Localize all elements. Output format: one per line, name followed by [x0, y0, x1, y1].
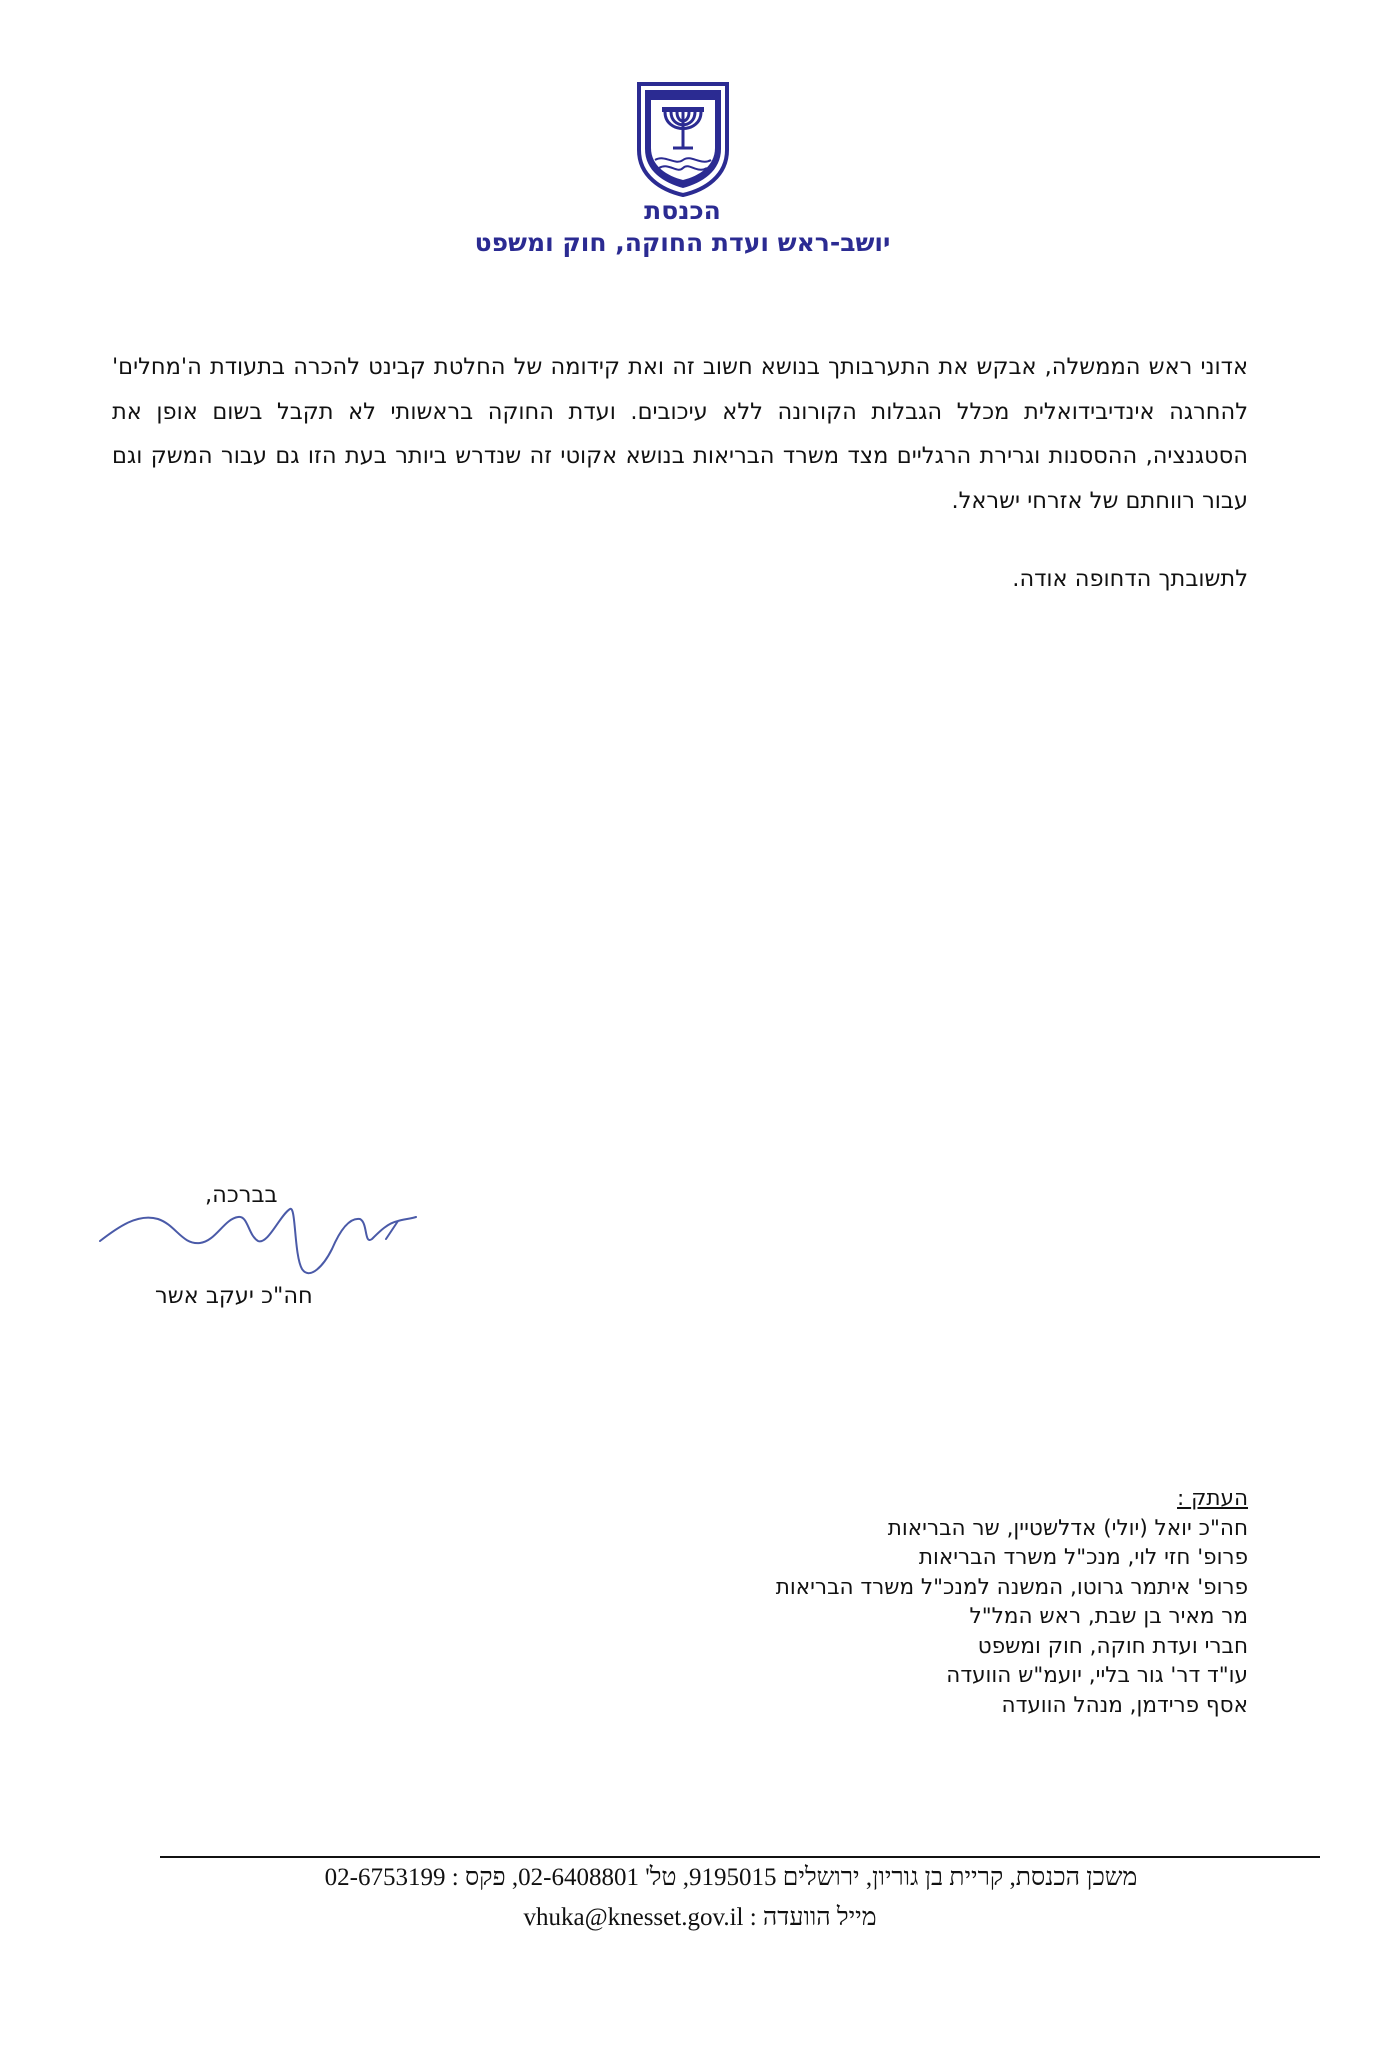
footer-divider — [160, 1856, 1320, 1858]
cc-block — [776, 1484, 1248, 1720]
cc-recipient: חה"כ יואל (יולי) אדלשטיין, שר הבריאות — [887, 1515, 1248, 1541]
signature-greeting: בברכה, — [205, 1182, 278, 1208]
footer-email-address[interactable]: vhuka@knesset.gov.il — [523, 1904, 744, 1931]
committee-chair-title: יושב-ראש ועדת החוקה, חוק ומשפט — [474, 228, 891, 257]
cc-title: העתק : — [1177, 1486, 1248, 1511]
cc-recipient: פרופ' איתמר גרוטו, המשנה למנכ"ל משרד הבריאות — [775, 1574, 1248, 1600]
cc-recipient: עו"ד דר' גור בליי, יועמ"ש הוועדה — [946, 1663, 1248, 1688]
handwritten-signature — [98, 1205, 423, 1285]
cc-recipient: פרופ' חזי לוי, מנכ"ל משרד הבריאות — [918, 1545, 1248, 1570]
footer-address: משכן הכנסת, קריית בן גוריון, ירושלים 9195015, טל' 02-6408801, פקס : 02-6753199 — [324, 1864, 1138, 1891]
cc-recipient: אסף פרידמן, מנהל הוועדה — [1001, 1692, 1248, 1718]
footer-email-line — [0, 1904, 1400, 1932]
footer-email-label: מייל הוועדה : — [749, 1904, 877, 1931]
cc-recipient: חברי ועדת חוקה, חוק ומשפט — [977, 1633, 1248, 1659]
cc-list — [776, 1514, 1248, 1721]
cc-recipient: מר מאיר בן שבת, ראש המל"ל — [969, 1604, 1248, 1629]
body-paragraph: אדוני ראש הממשלה, אבקש את התערבותך בנושא חשוב זה ואת קידומה של החלטת קבינט להכרה בתעודת ה'מחלים' להחרגה אינדיבידואלית מכלל הגבלות הקורונה ללא עיכובים. ועדת החוקה בראשותי לא תקבל בשום אופן את הסטגנציה, ההססנות וגרירת הרגליים מצד משרד הבריאות בנושא אקוטי זה שנדרש ביותר בעת הזו גם עבור המשק וגם עבור רווחתם של אזרחי ישראל. — [112, 354, 1248, 514]
letter-body — [112, 345, 1248, 523]
menorah-emblem-icon — [635, 80, 731, 198]
cc-title-text: העתק — [1191, 1486, 1248, 1511]
organization-name: הכנסת — [644, 196, 721, 225]
closing-line: לתשובתך הדחופה אודה. — [1012, 566, 1248, 592]
signatory-name: חה"כ יעקב אשר — [155, 1283, 313, 1309]
